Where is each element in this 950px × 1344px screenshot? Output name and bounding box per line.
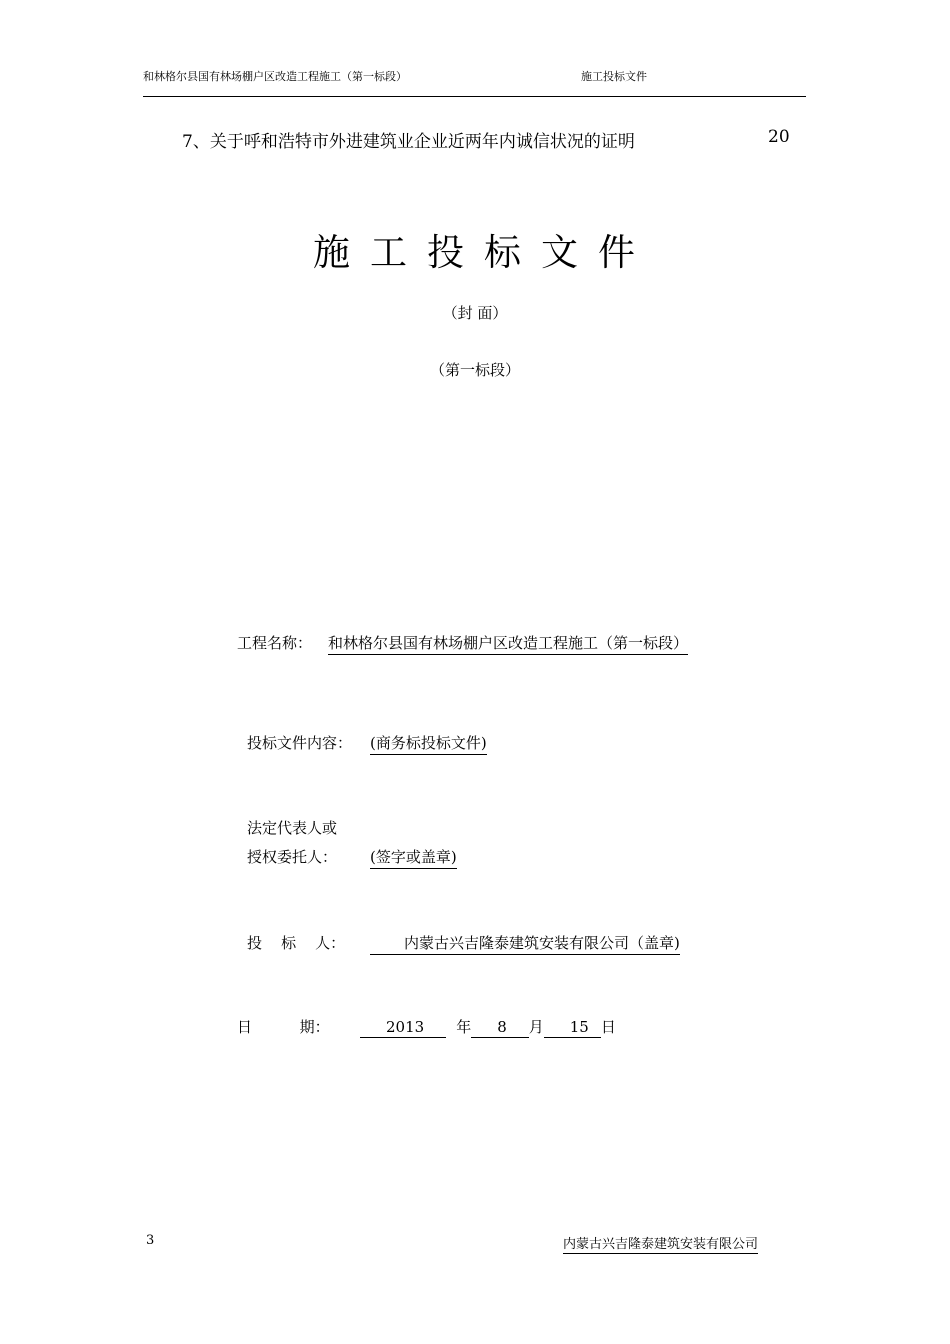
footer-page-number: 3: [146, 1233, 155, 1248]
bidder-value-line: [370, 932, 680, 955]
rep-label-line1: 法定代表人或: [247, 819, 338, 837]
project-name-label: 工程名称：: [237, 634, 313, 652]
content-label: 投标文件内容：: [247, 734, 353, 752]
toc-entry-page: 20: [768, 127, 790, 147]
header-left-title: 和林格尔县国有林场棚户区改造工程施工（第一标段）: [143, 70, 407, 83]
date-day: 15: [544, 1018, 601, 1038]
bidder-value: 内蒙古兴吉隆泰建筑安装有限公司（盖章): [404, 934, 680, 952]
date-year: 2013: [360, 1018, 446, 1038]
date-day-unit: 日: [600, 1018, 616, 1036]
header-rule: [143, 96, 806, 97]
date-year-unit: 年: [456, 1018, 472, 1036]
header-right-title: 施工投标文件: [581, 70, 647, 83]
cover-section: （第一标段）: [429, 361, 520, 379]
content-value: (商务标投标文件): [370, 732, 487, 755]
rep-label-line2: 授权委托人：: [247, 848, 338, 866]
date-month: 8: [471, 1018, 529, 1038]
project-name-value: 和林格尔县国有林场棚户区改造工程施工（第一标段）: [328, 632, 688, 655]
toc-entry-text: 7、关于呼和浩特市外进建筑业企业近两年内诚信状况的证明: [182, 132, 635, 152]
date-month-unit: 月: [528, 1018, 544, 1036]
date-value: [360, 1016, 616, 1037]
footer-company: 内蒙古兴吉隆泰建筑安装有限公司: [563, 1233, 758, 1254]
date-label: 日 期：: [237, 1018, 330, 1036]
rep-value: (签字或盖章): [370, 846, 457, 869]
cover-subtitle: （封 面）: [442, 304, 508, 322]
cover-title: 施工投标文件: [313, 231, 655, 274]
bidder-label: 投 标 人：: [247, 934, 346, 952]
